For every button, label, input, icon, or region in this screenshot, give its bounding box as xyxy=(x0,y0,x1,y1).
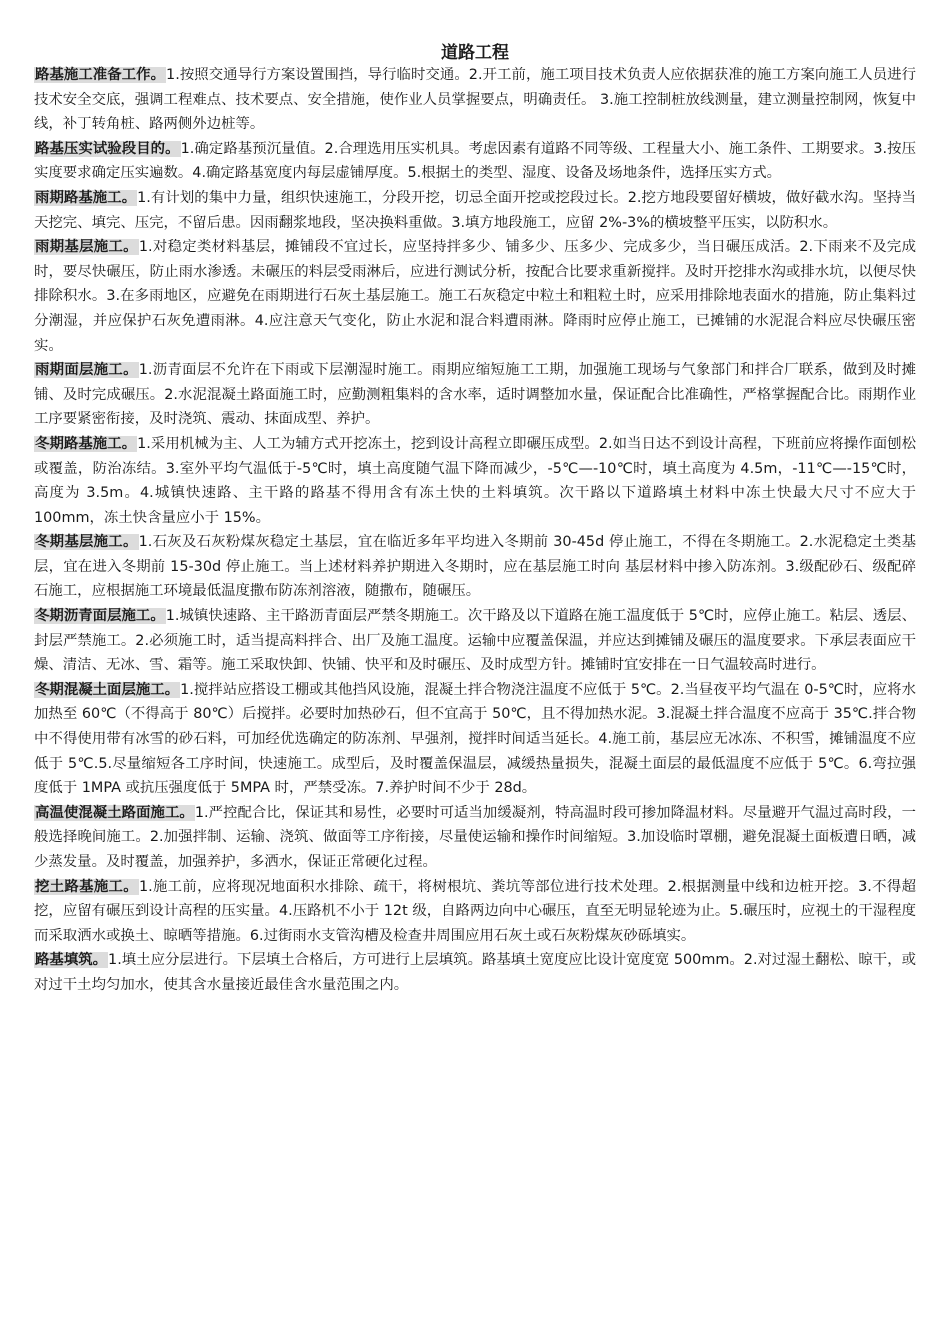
section-heading: 雨期基层施工。 xyxy=(35,239,138,256)
section-hot-concrete xyxy=(34,801,916,875)
section-winter-concrete xyxy=(34,678,916,801)
section-body: 1.搅拌站应搭设工棚或其他挡风设施，混凝土拌合物浇注温度不应低于 5℃。2.当昼夜平均气温在 0-5℃时，应将水加热至 60℃（不得高于 80℃）后搅拌。必要时加热砂石，但不宜高于 50℃，且不得加热水泥。3.混凝土拌合温度不应高于 35℃.拌合物中不得使用带有冰雪的砂石料，可加经优选确定的防冻剂、早强剂，搅拌时间适当延长。4.施工前，基层应无冰冻、不积雪，摊铺温度不应低于 5℃.5.尽量缩短各工序时间，快速施工。成型后，及时覆盖保温层，减缓热量损失，混凝土面层的最低温度不应低于 5℃。6.弯拉强度低于 1MPA 或抗压强度低于 5MPA 时，严禁受冻。7.养护时间不少于 28d。 xyxy=(34,681,916,797)
section-heading: 冬期沥青面层施工。 xyxy=(35,608,165,625)
section-excavation-roadbed xyxy=(34,875,916,949)
section-winter-asphalt xyxy=(34,604,916,678)
section-body: 1.按照交通导行方案设置围挡，导行临时交通。2.开工前，施工项目技术负责人应依据获准的施工方案向施工人员进行技术安全交底，强调工程难点、技术要点、安全措施，使作业人员掌握要点，明确责任。 3.施工控制桩放线测量，建立测量控制网，恢复中线，补丁转角桩、路两侧外边桩等。 xyxy=(34,67,916,133)
section-heading: 雨期面层施工。 xyxy=(35,362,138,379)
section-heading: 挖土路基施工。 xyxy=(35,878,138,895)
section-body: 1.采用机械为主、人工为辅方式开挖冻土，挖到设计高程立即碾压成型。2.如当日达不到设计高程，下班前应将操作面刨松或覆盖，防治冻结。3.室外平均气温低于-5℃时，填土高度随气温下降而减少，-5℃—-10℃时，填土高度为 4.5m，-11℃—-15℃时，高度为 3.5m。4.城镇快速路、主干路的路基不得用含有冻土快的土料填筑。次干路以下道路填土材料中冻土快最大尺寸不应大于 100mm，冻土快含量应小于 15%。 xyxy=(34,435,916,526)
section-roadbed-filling xyxy=(34,948,916,997)
section-heading: 路基施工准备工作。 xyxy=(35,67,166,83)
section-body: 1.石灰及石灰粉煤灰稳定土基层，宜在临近多年平均进入冬期前 30-45d 停止施工，不得在冬期施工。2.水泥稳定土类基层，宜在进入冬期前 15-30d 停止施工。当上述材料养护期进入冬期时，应在基层施工时向 基层材料中掺入防冻剂。3.级配砂石、级配碎石施工，应根据施工环境最低温度撒布防冻剂溶液，随撒布，随碾压。 xyxy=(34,534,916,600)
document-title: 道路工程 xyxy=(441,43,509,63)
section-heading: 路基填筑。 xyxy=(35,952,108,969)
section-rainy-roadbed xyxy=(34,186,916,235)
section-body: 1.严控配合比，保证其和易性，必要时可适当加缓凝剂，特高温时段可掺加降温材料。尽量避开气温过高时段，一般选择晚间施工。2.加强拌制、运输、浇筑、做面等工序衔接，尽量使运输和操作时间缩短。3.加设临时罩棚，避免混凝土面板遭日晒，减少蒸发量。及时覆盖，加强养护，多洒水，保证正常硬化过程。 xyxy=(34,804,916,870)
section-body: 1.有计划的集中力量，组织快速施工，分段开挖，切忌全面开挖或挖段过长。2.挖方地段要留好横坡，做好截水沟。坚持当天挖完、填完、压完，不留后患。因雨翻浆地段，坚决换料重做。3.填方地段施工，应留 2%-3%的横坡整平压实，以防积水。 xyxy=(34,189,916,231)
section-body: 1.沥青面层不允许在下雨或下层潮湿时施工。雨期应缩短施工工期，加强施工现场与气象部门和拌合厂联系，做到及时摊铺、及时完成碾压。2.水泥混凝土路面施工时，应勤测粗集料的含水率，适时调整加水量，保证配合比准确性，严格掌握配合比。雨期作业工序要紧密衔接，及时浇筑、震动、抹面成型、养护。 xyxy=(34,362,916,428)
section-rainy-base xyxy=(34,235,916,358)
section-rainy-surface xyxy=(34,358,916,432)
section-heading: 冬期混凝土面层施工。 xyxy=(35,681,180,698)
section-heading: 雨期路基施工。 xyxy=(35,189,137,206)
section-heading: 冬期基层施工。 xyxy=(35,534,138,551)
section-compaction-test xyxy=(34,137,916,186)
section-body: 1.施工前，应将现况地面积水排除、疏干，将树根坑、粪坑等部位进行技术处理。2.根据测量中线和边桩开挖。3.不得超挖，应留有碾压到设计高程的压实量。4.压路机不小于 12t 级，自路两边向中心碾压，直至无明显轮迹为止。5.碾压时，应视土的干湿程度而采取洒水或换土、晾晒等措施。6.过街雨水支管沟槽及检查井周围应用石灰土或石灰粉煤灰砂砾填实。 xyxy=(34,878,916,944)
section-heading: 路基压实试验段目的。 xyxy=(35,140,180,157)
section-body: 1.对稳定类材料基层，摊铺段不宜过长，应坚持拌多少、铺多少、压多少、完成多少，当日碾压成活。2.下雨来不及完成时，要尽快碾压，防止雨水渗透。未碾压的料层受雨淋后，应进行测试分析，按配合比要求重新搅拌。及时开挖排水沟或排水坑，以便尽快排除积水。3.在多雨地区，应避免在雨期进行石灰土基层施工。施工石灰稳定中粒土和粗粒土时，应采用排除地表面水的措施，防止集料过分潮湿，并应保护石灰免遭雨淋。4.应注意天气变化，防止水泥和混合料遭雨淋。降雨时应停止施工，已摊铺的水泥混合料应尽快碾压密实。 xyxy=(34,239,916,354)
section-winter-roadbed xyxy=(34,432,916,530)
section-heading: 高温使混凝土路面施工。 xyxy=(35,804,194,821)
section-body: 1.确定路基预沉量值。2.合理选用压实机具。考虑因素有道路不同等级、工程量大小、施工条件、工期要求。3.按压实度要求确定压实遍数。4.确定路基宽度内每层虚铺厚度。5.根据土的类型、湿度、设备及场地条件，选择压实方式。 xyxy=(34,140,916,182)
section-winter-base xyxy=(34,530,916,604)
section-roadbed-preparation xyxy=(34,63,916,137)
section-body: 1.填土应分层进行。下层填土合格后，方可进行上层填筑。路基填土宽度应比设计宽度宽 500mm。2.对过湿土翻松、晾干，或对过干土均匀加水，使其含水量接近最佳含水量范围之内。 xyxy=(34,952,916,993)
section-body: 1.城镇快速路、主干路沥青面层严禁冬期施工。次干路及以下道路在施工温度低于 5℃时，应停止施工。粘层、透层、封层严禁施工。2.必须施工时，适当提高料拌合、出厂及施工温度。运输中应覆盖保温，并应达到摊铺及碾压的温度要求。下承层表面应干燥、清洁、无冰、雪、霜等。施工采取快卸、快铺、快平和及时碾压、及时成型方针。摊铺时宜安排在一日气温较高时进行。 xyxy=(34,608,916,674)
document-page xyxy=(34,0,916,998)
section-heading: 冬期路基施工。 xyxy=(35,435,137,452)
